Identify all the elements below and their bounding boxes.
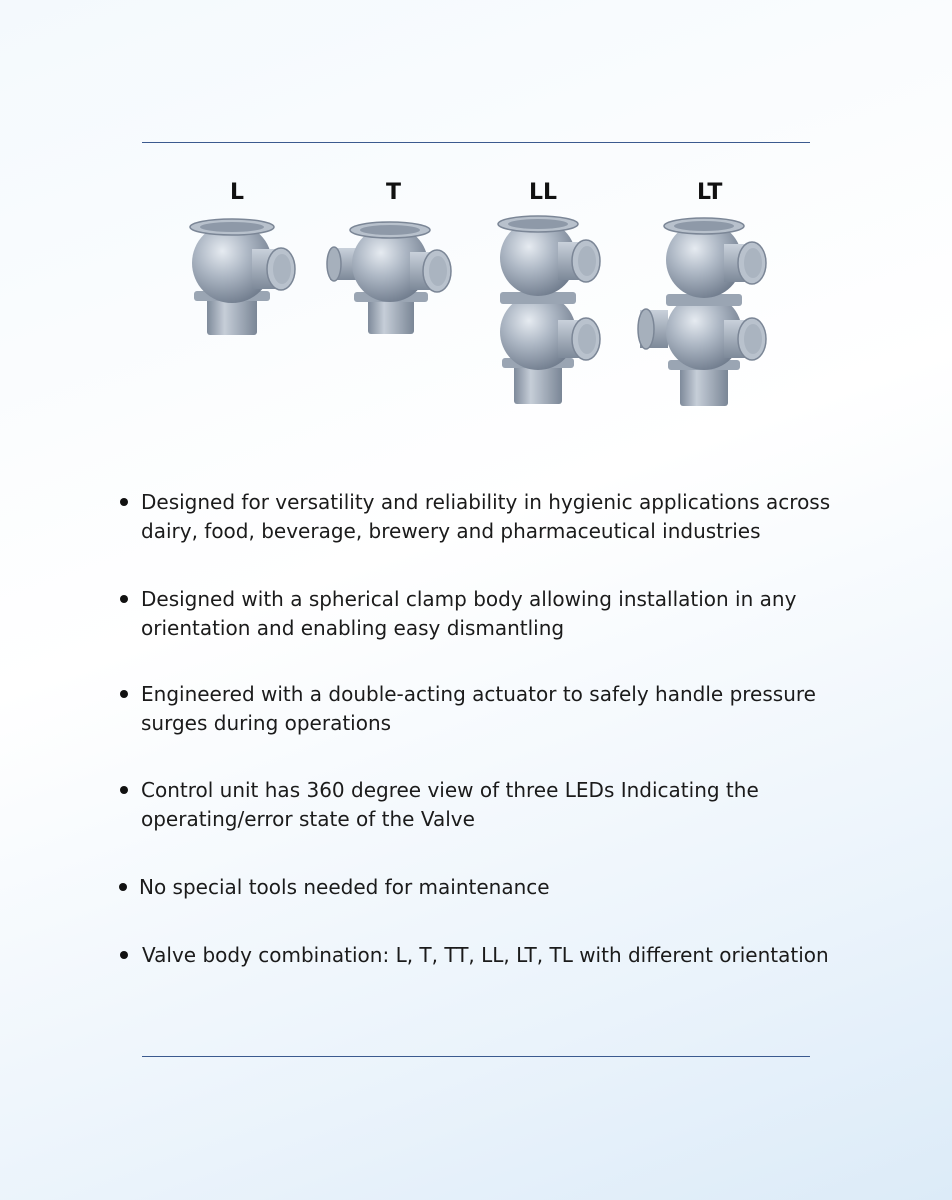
bullet-4-line-1: Control unit has 360 degree view of three LEDs Indicating the [141, 778, 759, 802]
bullet-dot [119, 883, 127, 891]
top-divider [142, 142, 810, 143]
bullet-2-line-1: Designed with a spherical clamp body allowing installation in any [141, 587, 797, 611]
bullet-3-line-2: surges during operations [141, 711, 392, 735]
valve-t-body-icon [328, 218, 456, 338]
valve-label-ll: LL [529, 180, 558, 205]
bullet-2-line-2: orientation and enabling easy dismantling [141, 616, 565, 640]
bullet-dot [120, 690, 128, 698]
bullet-4-line-2: operating/error state of the Valve [141, 807, 475, 831]
bullet-5-line-1: No special tools needed for maintenance [139, 875, 550, 899]
bullet-6-line-1: Valve body combination: L, T, TT, LL, LT, TL with different orientation [142, 943, 829, 967]
valve-lt-body-icon [638, 214, 770, 409]
valve-l-body-icon [180, 215, 305, 340]
bullet-dot [120, 498, 128, 506]
valve-label-l: L [230, 180, 245, 205]
valve-label-t: T [386, 180, 402, 205]
bullet-dot [120, 786, 128, 794]
bullet-3-line-1: Engineered with a double-acting actuator to safely handle pressure [141, 682, 816, 706]
bullet-dot [120, 951, 128, 959]
valve-ll-body-icon [492, 212, 607, 407]
bullet-1-line-2: dairy, food, beverage, brewery and pharmaceutical industries [141, 519, 761, 543]
bullet-dot [120, 595, 128, 603]
valve-label-lt: LT [697, 180, 723, 205]
bullet-1-line-1: Designed for versatility and reliability in hygienic applications across [141, 490, 831, 514]
bottom-divider [142, 1056, 810, 1057]
